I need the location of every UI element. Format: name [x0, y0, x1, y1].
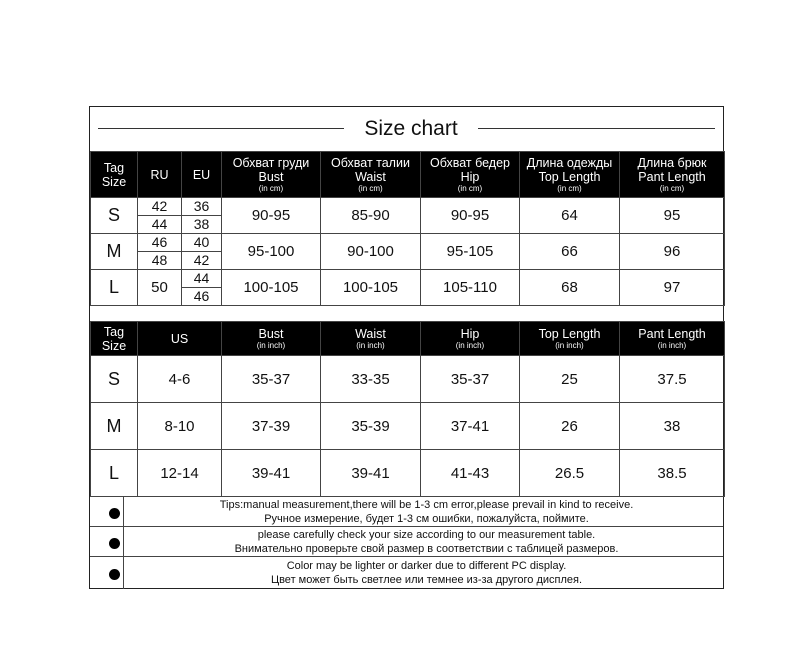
waist-cell: 100-105 [321, 270, 421, 306]
header-tag-size [91, 152, 138, 198]
metric-header-row [91, 152, 725, 198]
header-unit: (in cm) [258, 183, 284, 193]
us-cell: 4-6 [138, 356, 222, 403]
header-waist [321, 152, 421, 198]
note-text-en: Tips:manual measurement,there will be 1-3 cm error,please prevail in kind to receive. [219, 499, 634, 511]
title-rule-left [98, 128, 344, 129]
note-divider [123, 557, 124, 589]
size-chart [89, 106, 724, 589]
header-top-length [520, 322, 620, 356]
table-row [91, 198, 725, 216]
note-text [130, 528, 723, 556]
eu-cell: 46 [182, 288, 222, 306]
metric-size-table [90, 151, 725, 306]
imperial-header-row [91, 322, 725, 356]
hip-cell: 37-41 [421, 403, 520, 450]
ru-cell: 50 [138, 270, 182, 306]
size-cell: M [91, 403, 138, 450]
header-waist-ru: Обхват талии [331, 155, 410, 170]
header-bust-ru: Обхват груди [232, 155, 310, 170]
header-unit: (in cm) [659, 183, 685, 193]
eu-cell: 38 [182, 216, 222, 234]
bust-cell: 35-37 [222, 356, 321, 403]
pant-length-cell: 97 [620, 270, 725, 306]
top-length-cell: 25 [520, 356, 620, 403]
header-unit: (in inch) [256, 340, 286, 350]
header-tag: Tag [103, 324, 125, 339]
note-divider [123, 527, 124, 557]
table-row [91, 403, 725, 450]
header-size: Size [101, 174, 127, 189]
note-text-en: please carefully check your size according to our measurement table. [257, 529, 596, 541]
imperial-size-table [90, 321, 725, 497]
size-cell: L [91, 270, 138, 306]
header-hip [421, 322, 520, 356]
eu-cell: 40 [182, 234, 222, 252]
header-unit: (in inch) [657, 340, 687, 350]
note-text-ru: Внимательно проверьте свой размер в соответствии с таблицей размеров. [234, 543, 619, 555]
header-unit: (in inch) [455, 340, 485, 350]
top-length-cell: 64 [520, 198, 620, 234]
size-cell: S [91, 356, 138, 403]
header-hip-en: Hip [460, 326, 480, 341]
hip-cell: 41-43 [421, 450, 520, 497]
header-size: Size [101, 338, 127, 353]
header-pant-en: Pant Length [638, 326, 706, 341]
waist-cell: 33-35 [321, 356, 421, 403]
hip-cell: 90-95 [421, 198, 520, 234]
header-unit: (in cm) [457, 183, 483, 193]
waist-cell: 90-100 [321, 234, 421, 270]
hip-cell: 105-110 [421, 270, 520, 306]
note-item [90, 496, 723, 526]
bust-cell: 100-105 [222, 270, 321, 306]
header-hip [421, 152, 520, 198]
header-unit: (in inch) [356, 340, 385, 350]
header-pant-length [620, 152, 725, 198]
bust-cell: 95-100 [222, 234, 321, 270]
eu-cell: 42 [182, 252, 222, 270]
ru-cell: 48 [138, 252, 182, 270]
header-top-ru: Длина одежды [526, 155, 613, 170]
top-length-cell: 26.5 [520, 450, 620, 497]
header-us: US [138, 322, 222, 356]
bust-cell: 39-41 [222, 450, 321, 497]
header-unit: (in cm) [557, 183, 582, 193]
pant-length-cell: 96 [620, 234, 725, 270]
title-bar [90, 107, 723, 151]
header-waist [321, 322, 421, 356]
header-pant-length [620, 322, 725, 356]
header-unit: (in inch) [555, 340, 584, 350]
note-text-ru: Цвет может быть светлее или темнее из-за другого дисплея. [270, 574, 583, 586]
note-text-en: Color may be lighter or darker due to different PC display. [286, 560, 567, 572]
size-cell: M [91, 234, 138, 270]
pant-length-cell: 95 [620, 198, 725, 234]
bullet-icon [109, 508, 120, 519]
header-tag: Tag [103, 160, 125, 175]
size-cell: L [91, 450, 138, 497]
header-bust-en: Bust [258, 169, 284, 184]
note-divider [123, 497, 124, 527]
pant-length-cell: 37.5 [620, 356, 725, 403]
note-text-ru: Ручное измерение, будет 1-3 см ошибки, пожалуйста, поймите. [264, 513, 589, 525]
table-row [91, 270, 725, 288]
note-item [90, 526, 723, 556]
header-unit: (in cm) [358, 183, 383, 193]
table-row [91, 356, 725, 403]
header-bust-en: Bust [258, 326, 284, 341]
ru-cell: 44 [138, 216, 182, 234]
top-length-cell: 68 [520, 270, 620, 306]
note-text [130, 559, 723, 587]
hip-cell: 35-37 [421, 356, 520, 403]
header-top-length [520, 152, 620, 198]
table-row [91, 234, 725, 252]
header-bust [222, 152, 321, 198]
size-cell: S [91, 198, 138, 234]
note-item [90, 556, 723, 588]
header-hip-ru: Обхват бедер [430, 155, 510, 170]
top-length-cell: 66 [520, 234, 620, 270]
hip-cell: 95-105 [421, 234, 520, 270]
header-ru: RU [138, 152, 182, 198]
us-cell: 12-14 [138, 450, 222, 497]
waist-cell: 85-90 [321, 198, 421, 234]
ru-cell: 46 [138, 234, 182, 252]
eu-cell: 36 [182, 198, 222, 216]
header-pant-ru: Длина брюк [637, 155, 707, 170]
waist-cell: 39-41 [321, 450, 421, 497]
header-eu: EU [182, 152, 222, 198]
bust-cell: 37-39 [222, 403, 321, 450]
header-pant-en: Pant Length [638, 169, 706, 184]
header-tag-size [91, 322, 138, 356]
note-text [130, 498, 723, 526]
ru-cell: 42 [138, 198, 182, 216]
header-waist-en: Waist [355, 169, 386, 184]
bullet-icon [109, 569, 120, 580]
bullet-icon [109, 538, 120, 549]
header-top-en: Top Length [538, 169, 601, 184]
bust-cell: 90-95 [222, 198, 321, 234]
us-cell: 8-10 [138, 403, 222, 450]
top-length-cell: 26 [520, 403, 620, 450]
header-top-en: Top Length [538, 326, 601, 341]
header-waist-en: Waist [355, 326, 386, 341]
waist-cell: 35-39 [321, 403, 421, 450]
title-rule-right [478, 128, 715, 129]
chart-title: Size chart [364, 117, 458, 140]
pant-length-cell: 38 [620, 403, 725, 450]
pant-length-cell: 38.5 [620, 450, 725, 497]
header-bust [222, 322, 321, 356]
header-hip-en: Hip [460, 169, 480, 184]
eu-cell: 44 [182, 270, 222, 288]
table-row [91, 450, 725, 497]
